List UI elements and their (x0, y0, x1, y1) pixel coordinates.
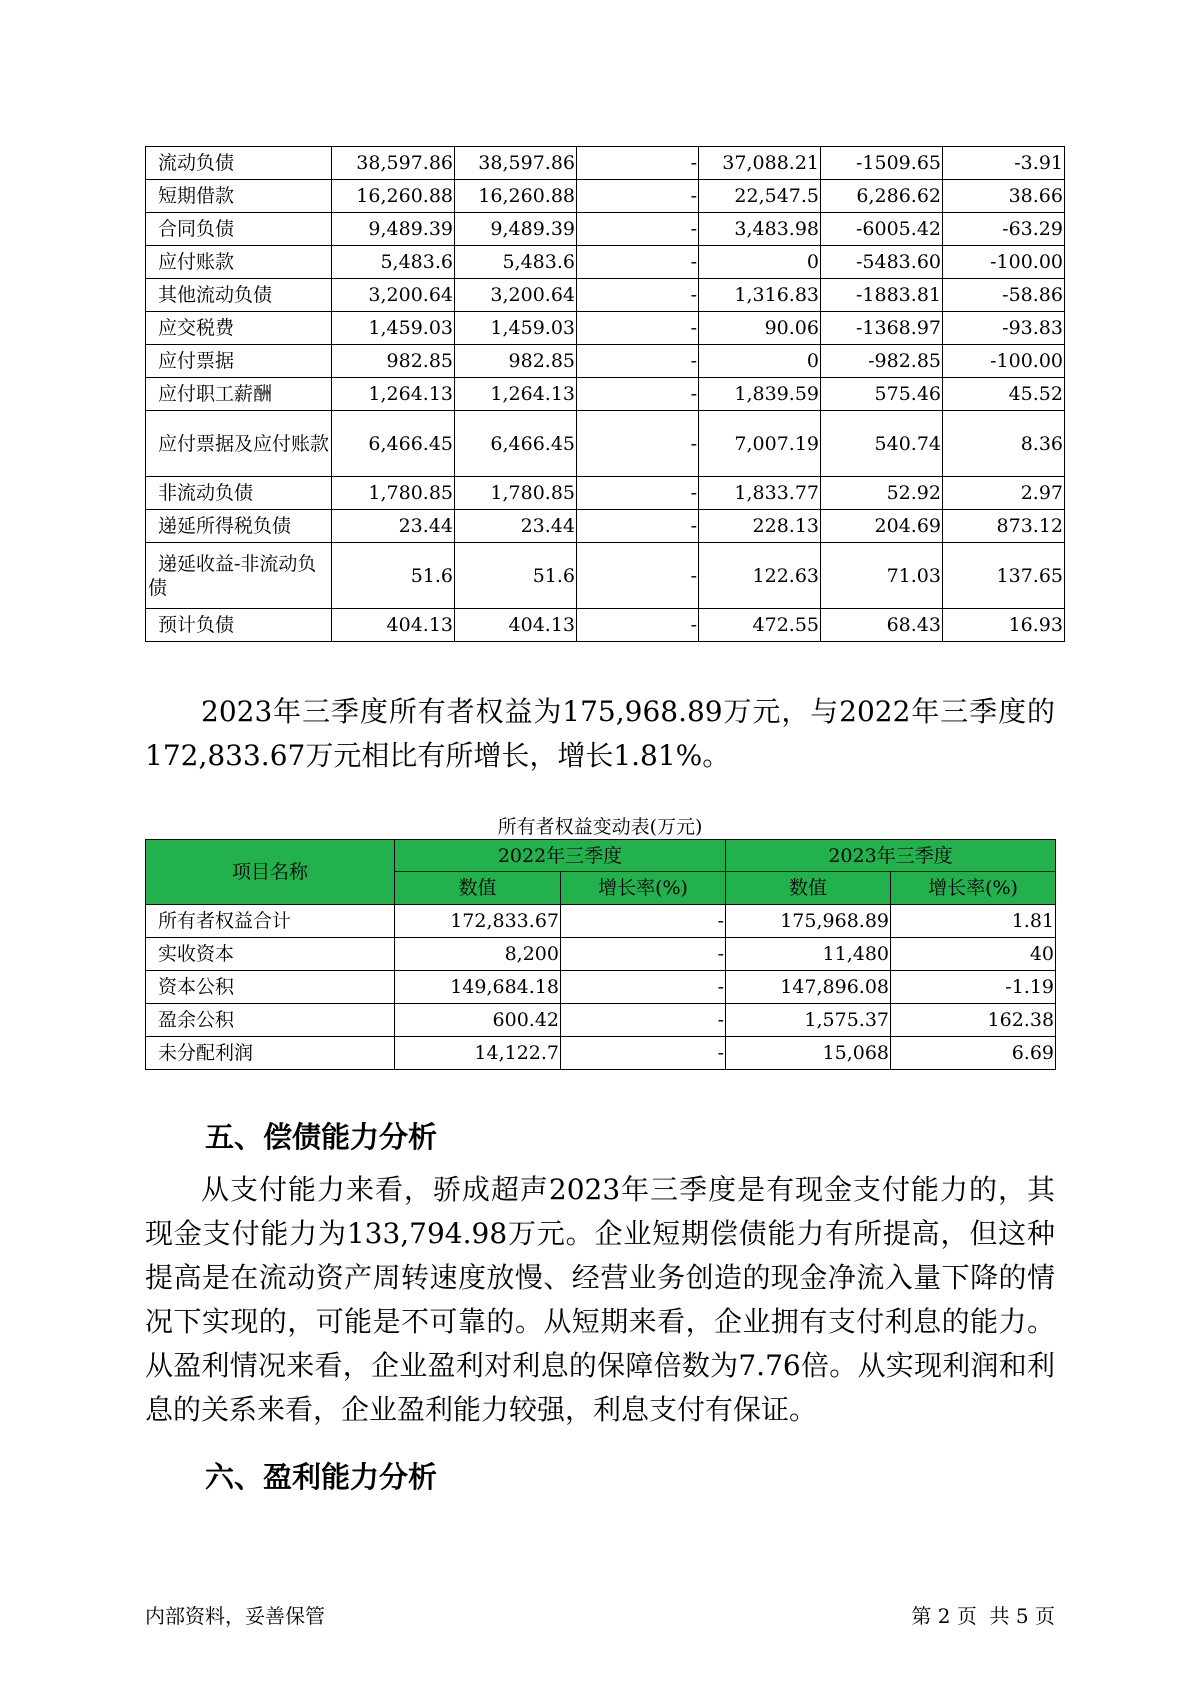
table-row (146, 938, 1056, 971)
header-period-2022: 2022年三季度 (395, 840, 726, 872)
table-cell: 9,489.39 (332, 213, 455, 246)
row-label: 非流动负债 (146, 477, 332, 510)
table-cell: 11,480 (726, 938, 891, 971)
table-cell: 1,839.59 (699, 378, 821, 411)
row-label: 应付票据 (146, 345, 332, 378)
table-row (146, 147, 1065, 180)
table-row (146, 1004, 1056, 1037)
table-cell: 23.44 (455, 510, 577, 543)
table-cell: 3,483.98 (699, 213, 821, 246)
header-period-2023: 2023年三季度 (726, 840, 1056, 872)
table-cell: - (577, 279, 699, 312)
table-cell: 9,489.39 (455, 213, 577, 246)
table-cell: -6005.42 (821, 213, 943, 246)
table-cell: 472.55 (699, 609, 821, 642)
table-cell: 1,780.85 (332, 477, 455, 510)
table-cell: 71.03 (821, 543, 943, 609)
header-item-name: 项目名称 (146, 840, 395, 905)
table-row (146, 345, 1065, 378)
table-cell: 16,260.88 (332, 180, 455, 213)
table-cell: -1883.81 (821, 279, 943, 312)
table-cell: -1509.65 (821, 147, 943, 180)
row-label: 资本公积 (146, 971, 395, 1004)
row-label: 应付职工薪酬 (146, 378, 332, 411)
table-cell: 7,007.19 (699, 411, 821, 477)
table-cell: 1,264.13 (332, 378, 455, 411)
table-cell: -93.83 (943, 312, 1065, 345)
table-cell: 1,459.03 (455, 312, 577, 345)
table-cell: 149,684.18 (395, 971, 561, 1004)
table-cell: - (577, 609, 699, 642)
table-cell: 52.92 (821, 477, 943, 510)
table-cell: 1,459.03 (332, 312, 455, 345)
row-label: 所有者权益合计 (146, 905, 395, 938)
table-cell: 122.63 (699, 543, 821, 609)
table-row (146, 213, 1065, 246)
table-cell: 147,896.08 (726, 971, 891, 1004)
table-row (146, 312, 1065, 345)
table-cell: 16.93 (943, 609, 1065, 642)
equity-summary-paragraph: 2023年三季度所有者权益为175,968.89万元，与2022年三季度的172,833.67万元相比有所增长，增长1.81%。 (145, 695, 1055, 772)
table-cell: 8.36 (943, 411, 1065, 477)
footer-confidential-note: 内部资料，妥善保管 (145, 1604, 325, 1628)
table-cell: -63.29 (943, 213, 1065, 246)
table-cell: - (577, 246, 699, 279)
table-cell: 600.42 (395, 1004, 561, 1037)
table-cell: 204.69 (821, 510, 943, 543)
table-cell: 45.52 (943, 378, 1065, 411)
table-cell: -1.19 (891, 971, 1056, 1004)
table-cell: 23.44 (332, 510, 455, 543)
table-cell: 1,833.77 (699, 477, 821, 510)
table-cell: -3.91 (943, 147, 1065, 180)
row-label: 未分配利润 (146, 1037, 395, 1070)
table-cell: - (577, 543, 699, 609)
row-label: 递延所得税负债 (146, 510, 332, 543)
table-cell: -5483.60 (821, 246, 943, 279)
table-cell: - (577, 477, 699, 510)
table-cell: 1,780.85 (455, 477, 577, 510)
row-label: 其他流动负债 (146, 279, 332, 312)
table-cell: - (577, 378, 699, 411)
table-row (146, 180, 1065, 213)
table-cell: -100.00 (943, 246, 1065, 279)
table-cell: 22,547.5 (699, 180, 821, 213)
row-label: 应交税费 (146, 312, 332, 345)
table-cell: - (561, 971, 726, 1004)
table-cell: 982.85 (455, 345, 577, 378)
table-row (146, 971, 1056, 1004)
table-cell: 175,968.89 (726, 905, 891, 938)
table-cell: - (577, 147, 699, 180)
table-cell: 15,068 (726, 1037, 891, 1070)
table-cell: 3,200.64 (455, 279, 577, 312)
table-cell: - (577, 510, 699, 543)
table-row (146, 905, 1056, 938)
table-cell: 1,264.13 (455, 378, 577, 411)
row-label: 预计负债 (146, 609, 332, 642)
row-label: 应付账款 (146, 246, 332, 279)
table-row (146, 411, 1065, 477)
section5-heading: 五、偿债能力分析 (205, 1120, 438, 1154)
table-cell: 982.85 (332, 345, 455, 378)
table-cell: 6.69 (891, 1037, 1056, 1070)
table-row (146, 246, 1065, 279)
table-cell: 8,200 (395, 938, 561, 971)
table-cell: 0 (699, 345, 821, 378)
header-value-2022: 数值 (395, 872, 561, 905)
equity-table-caption: 所有者权益变动表(万元) (497, 816, 703, 838)
table-cell: 5,483.6 (332, 246, 455, 279)
table-cell: -982.85 (821, 345, 943, 378)
table-cell: - (577, 180, 699, 213)
table-row (146, 510, 1065, 543)
table-cell: 6,466.45 (455, 411, 577, 477)
table-cell: 3,200.64 (332, 279, 455, 312)
table-cell: 137.65 (943, 543, 1065, 609)
table-cell: - (561, 1004, 726, 1037)
row-label: 盈余公积 (146, 1004, 395, 1037)
table-cell: - (561, 938, 726, 971)
table-row (146, 378, 1065, 411)
equity-table (145, 839, 1056, 1070)
table-cell: 162.38 (891, 1004, 1056, 1037)
section6-heading: 六、盈利能力分析 (205, 1460, 438, 1494)
liabilities-table (145, 146, 1065, 642)
table-cell: 1.81 (891, 905, 1056, 938)
section5-paragraph: 从支付能力来看，骄成超声2023年三季度是有现金支付能力的，其现金支付能力为133,794.98万元。企业短期偿债能力有所提高，但这种提高是在流动资产周转速度放慢、经营业务创造的现金净流入量下降的情况下实现的，可能是不可靠的。从短期来看，企业拥有支付利息的能力。从盈利情况来看，企业盈利对利息的保障倍数为7.76倍。从实现利润和利息的关系来看，企业盈利能力较强，利息支付有保证。 (145, 1173, 1055, 1426)
row-label: 递延收益-非流动负债 (146, 543, 332, 609)
row-label: 实收资本 (146, 938, 395, 971)
table-cell: 228.13 (699, 510, 821, 543)
table-cell: 404.13 (332, 609, 455, 642)
table-row (146, 543, 1065, 609)
header-value-2023: 数值 (726, 872, 891, 905)
row-label: 应付票据及应付账款 (146, 411, 332, 477)
table-cell: 51.6 (455, 543, 577, 609)
table-row (146, 279, 1065, 312)
table-cell: 38,597.86 (455, 147, 577, 180)
table-row (146, 609, 1065, 642)
table-cell: - (577, 312, 699, 345)
table-cell: 6,286.62 (821, 180, 943, 213)
footer-page-number: 第 2 页 共 5 页 (911, 1604, 1055, 1628)
table-row (146, 1037, 1056, 1070)
table-cell: - (561, 905, 726, 938)
table-row (146, 477, 1065, 510)
table-cell: -58.86 (943, 279, 1065, 312)
table-cell: 540.74 (821, 411, 943, 477)
table-cell: - (577, 213, 699, 246)
table-cell: 16,260.88 (455, 180, 577, 213)
row-label: 流动负债 (146, 147, 332, 180)
table-cell: 6,466.45 (332, 411, 455, 477)
table-cell: 2.97 (943, 477, 1065, 510)
table-cell: 5,483.6 (455, 246, 577, 279)
table-cell: 38,597.86 (332, 147, 455, 180)
row-label: 短期借款 (146, 180, 332, 213)
table-cell: 873.12 (943, 510, 1065, 543)
table-cell: 37,088.21 (699, 147, 821, 180)
table-cell: - (577, 411, 699, 477)
table-cell: 51.6 (332, 543, 455, 609)
table-cell: 90.06 (699, 312, 821, 345)
table-cell: 575.46 (821, 378, 943, 411)
table-cell: 1,316.83 (699, 279, 821, 312)
table-cell: - (561, 1037, 726, 1070)
table-cell: - (577, 345, 699, 378)
table-cell: 40 (891, 938, 1056, 971)
table-cell: 1,575.37 (726, 1004, 891, 1037)
table-cell: 38.66 (943, 180, 1065, 213)
row-label: 合同负债 (146, 213, 332, 246)
header-growth-2022: 增长率(%) (561, 872, 726, 905)
header-growth-2023: 增长率(%) (891, 872, 1056, 905)
table-cell: 68.43 (821, 609, 943, 642)
table-cell: 0 (699, 246, 821, 279)
table-cell: 14,122.7 (395, 1037, 561, 1070)
table-cell: 404.13 (455, 609, 577, 642)
table-cell: -1368.97 (821, 312, 943, 345)
table-cell: -100.00 (943, 345, 1065, 378)
table-cell: 172,833.67 (395, 905, 561, 938)
